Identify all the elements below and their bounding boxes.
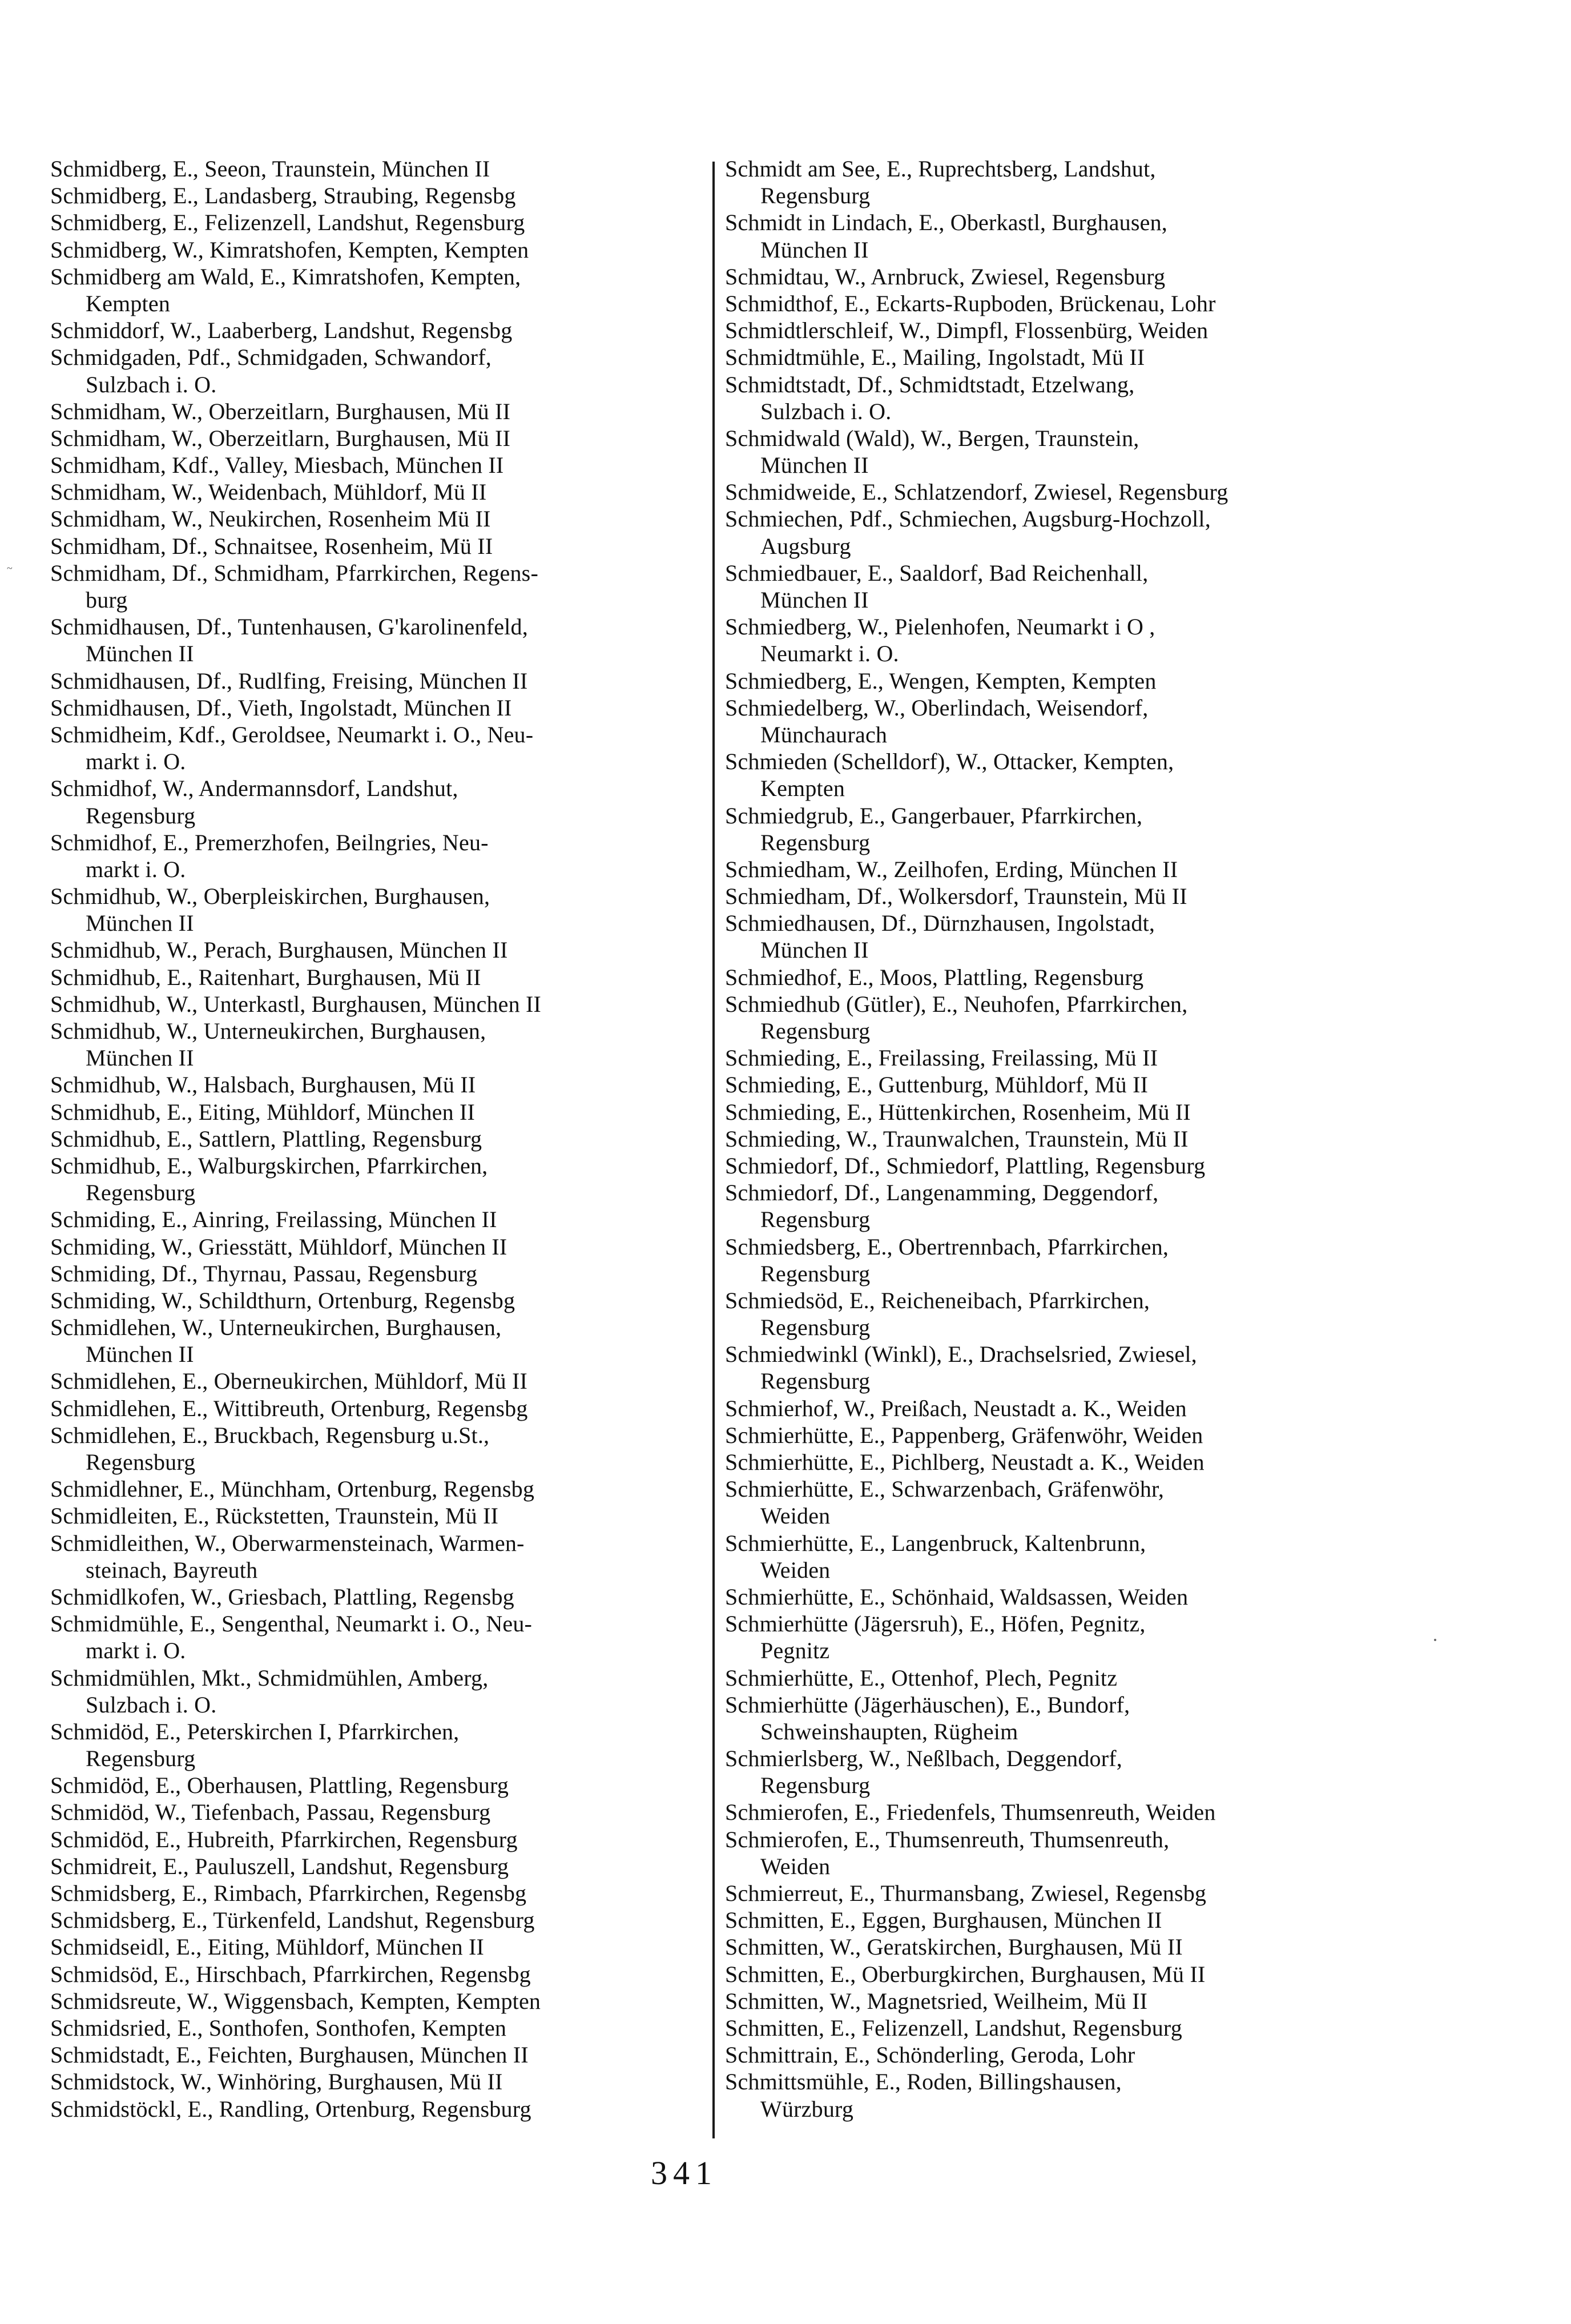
entry-continuation-line: München II: [86, 641, 194, 667]
entry-continuation-line: Sulzbach i. O.: [760, 398, 892, 424]
entry-line: Schmidöd, E., Peterskirchen I, Pfarrkirchen,: [50, 1718, 460, 1744]
left-column: [50, 155, 707, 2122]
entry-line: Schmittsmühle, E., Roden, Billingshausen,: [725, 2069, 1122, 2095]
entry-continuation-line: Regensburg: [86, 1746, 196, 1772]
place-entry: [50, 209, 707, 236]
place-entry: [50, 1395, 707, 1422]
entry-line: Schmidöd, E., Oberhausen, Plattling, Regensburg: [50, 1772, 509, 1799]
place-entry: [50, 2041, 707, 2068]
entry-line: Schmidthof, E., Eckarts-Rupboden, Brückenau, Lohr: [725, 290, 1216, 316]
entry-line: Schmitten, E., Eggen, Burghausen, München II: [725, 1907, 1162, 1933]
place-entry: [725, 668, 1444, 694]
place-entry: [50, 182, 707, 209]
place-entry: [725, 2041, 1444, 2068]
entry-continuation-line: Weiden: [760, 1853, 831, 1879]
entry-line: Schmidhub, E., Raitenhart, Burghausen, Mü II: [50, 964, 481, 990]
place-entry: [50, 1152, 707, 1206]
entry-continuation-line: Regensburg: [760, 1207, 871, 1233]
place-entry: [50, 1933, 707, 1960]
entry-line: Schmierhütte, E., Pappenberg, Gräfenwöhr, Weiden: [725, 1422, 1203, 1448]
place-entry: [50, 1880, 707, 1907]
entry-continuation-line: burg: [86, 587, 128, 613]
place-entry: [725, 1179, 1444, 1233]
entry-line: Schmidmühlen, Mkt., Schmidmühlen, Amberg,: [50, 1664, 489, 1691]
place-entry: [725, 991, 1444, 1044]
entry-line: Schmidgaden, Pdf., Schmidgaden, Schwandorf,: [50, 344, 492, 371]
entry-line: Schmidham, W., Neukirchen, Rosenheim Mü II: [50, 506, 491, 532]
place-entry: [725, 1071, 1444, 1098]
entry-line: Schmidstock, W., Winhöring, Burghausen, Mü II: [50, 2069, 503, 2095]
entry-line: Schmierhütte, E., Schönhaid, Waldsassen, Weiden: [725, 1583, 1189, 1610]
entry-line: Schmitten, E., Oberburgkirchen, Burghausen, Mü II: [725, 1961, 1206, 1987]
entry-line: Schmidweide, E., Schlatzendorf, Zwiesel, Regensburg: [725, 479, 1228, 505]
entry-line: Schmidlehen, E., Wittibreuth, Ortenburg, Regensbg: [50, 1395, 528, 1421]
entry-line: Schmiedberg, W., Pielenhofen, Neumarkt i O ,: [725, 614, 1155, 640]
place-entry: [725, 1422, 1444, 1449]
entry-line: Schmidham, Df., Schnaitsee, Rosenheim, Mü II: [50, 533, 493, 559]
place-entry: [50, 991, 707, 1018]
entry-line: Schmieding, E., Freilassing, Freilassing, Mü II: [725, 1045, 1158, 1071]
place-entry: [725, 748, 1444, 802]
entry-continuation-line: steinach, Bayreuth: [86, 1557, 258, 1583]
print-speck: [1434, 1639, 1436, 1641]
entry-line: Schmidtlerschleif, W., Dimpfl, Flossenbürg, Weiden: [725, 317, 1209, 344]
place-entry: [725, 155, 1444, 209]
entry-continuation-line: Würzburg: [760, 2096, 854, 2122]
place-entry: [725, 883, 1444, 910]
entry-continuation-line: München II: [86, 1045, 194, 1071]
place-entry: [50, 964, 707, 991]
place-entry: [725, 1880, 1444, 1907]
entry-continuation-line: München II: [760, 937, 869, 963]
place-entry: [725, 694, 1444, 748]
entry-line: Schmiddorf, W., Laaberberg, Landshut, Regensbg: [50, 317, 513, 344]
entry-continuation-line: München II: [760, 587, 869, 613]
place-entry: [50, 829, 707, 883]
place-entry: [50, 1260, 707, 1287]
place-entry: [50, 425, 707, 452]
place-entry: [50, 2015, 707, 2041]
place-entry: [50, 694, 707, 721]
entry-continuation-line: Kempten: [760, 775, 845, 802]
place-entry: [50, 1799, 707, 1826]
place-entry: [725, 1826, 1444, 1880]
entry-line: Schmidlehen, E., Oberneukirchen, Mühldorf, Mü II: [50, 1368, 528, 1394]
place-entry: [50, 936, 707, 963]
entry-continuation-line: München II: [86, 1341, 194, 1368]
entry-continuation-line: Münchaurach: [760, 721, 888, 747]
entry-line: Schmidham, Kdf., Valley, Miesbach, München II: [50, 452, 504, 479]
place-entry: [725, 910, 1444, 963]
place-entry: [725, 1988, 1444, 2015]
entry-line: Schmidham, W., Oberzeitlarn, Burghausen, Mü II: [50, 398, 511, 424]
place-entry: [50, 721, 707, 775]
entry-continuation-line: Regensburg: [760, 829, 871, 855]
entry-line: Schmidreit, E., Pauluszell, Landshut, Regensburg: [50, 1853, 509, 1879]
place-entry: [725, 2068, 1444, 2122]
entry-line: Schmierlsberg, W., Neßlbach, Deggendorf,: [725, 1746, 1122, 1772]
entry-line: Schmidham, W., Weidenbach, Mühldorf, Mü II: [50, 479, 487, 505]
place-entry: [725, 344, 1444, 371]
place-entry: [50, 452, 707, 479]
entry-line: Schmidhub, W., Unterkastl, Burghausen, München II: [50, 991, 542, 1017]
entry-line: Schmidheim, Kdf., Geroldsee, Neumarkt i. O., Neu-: [50, 721, 534, 747]
entry-continuation-line: Regensburg: [86, 802, 196, 829]
place-entry: [50, 560, 707, 613]
entry-line: Schmierofen, E., Thumsenreuth, Thumsenreuth,: [725, 1826, 1170, 1852]
place-entry: [725, 1449, 1444, 1475]
place-entry: [725, 1933, 1444, 1960]
entry-line: Schmidsberg, E., Rimbach, Pfarrkirchen, Regensbg: [50, 1880, 527, 1906]
entry-continuation-line: Regensburg: [760, 183, 871, 209]
place-entry: [50, 1099, 707, 1125]
entry-line: Schmidleiten, E., Rückstetten, Traunstein, Mü II: [50, 1503, 499, 1529]
entry-continuation-line: Sulzbach i. O.: [86, 1691, 217, 1718]
entry-line: Schmidt am See, E., Ruprechtsberg, Landshut,: [725, 156, 1156, 182]
entry-line: Schmidhausen, Df., Tuntenhausen, G'karolinenfeld,: [50, 614, 528, 640]
entry-line: Schmiding, W., Schildthurn, Ortenburg, Regensbg: [50, 1287, 515, 1313]
place-entry: [50, 1988, 707, 2015]
entry-line: Schmidhausen, Df., Rudlfing, Freising, München II: [50, 668, 528, 694]
place-entry: [50, 2068, 707, 2095]
place-entry: [50, 1314, 707, 1368]
entry-line: Schmierofen, E., Friedenfels, Thumsenreuth, Weiden: [725, 1799, 1216, 1826]
entry-line: Schmidleithen, W., Oberwarmensteinach, Warmen-: [50, 1530, 525, 1556]
place-entry: [50, 1664, 707, 1718]
place-entry: [50, 155, 707, 182]
entry-line: Schmidhub, W., Oberpleiskirchen, Burghausen,: [50, 883, 490, 910]
entry-line: Schmidlehen, W., Unterneukirchen, Burghausen,: [50, 1314, 502, 1341]
place-entry: [50, 1907, 707, 1933]
margin-mark: ~: [7, 562, 13, 574]
place-entry: [50, 505, 707, 532]
place-entry: [50, 883, 707, 936]
entry-line: Schmiedsöd, E., Reicheneibach, Pfarrkirchen,: [725, 1287, 1150, 1313]
entry-line: Schmiedorf, Df., Langenamming, Deggendorf,: [725, 1180, 1159, 1206]
entry-line: Schmidberg am Wald, E., Kimratshofen, Kempten,: [50, 263, 521, 290]
entry-line: Schmieding, W., Traunwalchen, Traunstein, Mü II: [725, 1125, 1189, 1152]
place-entry: [725, 371, 1444, 425]
place-entry: [725, 290, 1444, 317]
entry-line: Schmidöd, E., Hubreith, Pfarrkirchen, Regensburg: [50, 1826, 518, 1852]
entry-continuation-line: Regensburg: [760, 1772, 871, 1799]
entry-line: Schmierreut, E., Thurmansbang, Zwiesel, Regensbg: [725, 1880, 1207, 1906]
place-entry: [50, 1718, 707, 1772]
entry-line: Schmitten, W., Geratskirchen, Burghausen, Mü II: [725, 1934, 1183, 1960]
place-entry: [50, 1475, 707, 1502]
entry-line: Schmidhub, E., Sattlern, Plattling, Regensburg: [50, 1125, 482, 1152]
entry-line: Schmiedorf, Df., Schmiedorf, Plattling, Regensburg: [725, 1152, 1206, 1179]
entry-continuation-line: München II: [760, 452, 869, 479]
place-entry: [50, 1772, 707, 1799]
place-entry: [725, 856, 1444, 883]
entry-line: Schmitten, E., Felizenzell, Landshut, Regensburg: [725, 2015, 1182, 2041]
entry-line: Schmidöd, W., Tiefenbach, Passau, Regensburg: [50, 1799, 491, 1826]
entry-continuation-line: München II: [760, 236, 869, 263]
entry-continuation-line: Regensburg: [86, 1180, 196, 1206]
entry-line: Schmidhof, W., Andermannsdorf, Landshut,: [50, 775, 458, 802]
entry-line: Schmiding, W., Griesstätt, Mühldorf, München II: [50, 1233, 507, 1260]
entry-continuation-line: Regensburg: [760, 1314, 871, 1341]
entry-continuation-line: markt i. O.: [86, 856, 186, 882]
entry-line: Schmiechen, Pdf., Schmiechen, Augsburg-Hochzoll,: [725, 506, 1211, 532]
entry-line: Schmiedhausen, Df., Dürnzhausen, Ingolstadt,: [725, 910, 1155, 936]
place-entry: [50, 1018, 707, 1071]
page-number: 341: [651, 2154, 718, 2192]
place-entry: [50, 479, 707, 505]
entry-line: Schmidberg, E., Landasberg, Straubing, Regensbg: [50, 183, 516, 209]
place-entry: [50, 1125, 707, 1152]
entry-line: Schmiedhub (Gütler), E., Neuhofen, Pfarrkirchen,: [725, 991, 1188, 1017]
entry-line: Schmieding, E., Guttenburg, Mühldorf, Mü II: [725, 1072, 1149, 1098]
place-entry: [50, 2096, 707, 2122]
place-entry: [725, 1961, 1444, 1988]
right-column: [725, 155, 1444, 2122]
place-entry: [725, 1341, 1444, 1394]
place-entry: [50, 263, 707, 317]
place-entry: [725, 479, 1444, 505]
place-entry: [50, 317, 707, 344]
entry-continuation-line: Regensburg: [86, 1449, 196, 1475]
place-entry: [50, 1583, 707, 1610]
place-entry: [725, 1664, 1444, 1691]
place-entry: [725, 425, 1444, 479]
entry-line: Schmidstadt, E., Feichten, Burghausen, München II: [50, 2042, 529, 2068]
place-entry: [725, 505, 1444, 559]
place-entry: [50, 1206, 707, 1233]
place-entry: [725, 802, 1444, 856]
place-entry: [725, 1907, 1444, 1933]
place-entry: [50, 1502, 707, 1529]
place-entry: [50, 1530, 707, 1583]
entry-line: Schmierhütte (Jägerhäuschen), E., Bundorf,: [725, 1691, 1130, 1718]
entry-line: Schmidlehner, E., Münchham, Ortenburg, Regensbg: [50, 1476, 535, 1502]
entry-line: Schmidlehen, E., Bruckbach, Regensburg u.St.,: [50, 1422, 490, 1448]
entry-line: Schmidhof, E., Premerzhofen, Beilngries, Neu-: [50, 829, 489, 855]
entry-line: Schmierhütte, E., Langenbruck, Kaltenbrunn,: [725, 1530, 1146, 1556]
entry-continuation-line: markt i. O.: [86, 1638, 186, 1664]
entry-line: Schmidberg, W., Kimratshofen, Kempten, Kempten: [50, 236, 529, 263]
entry-line: Schmidhub, W., Unterneukirchen, Burghausen,: [50, 1018, 486, 1044]
entry-line: Schmiedgrub, E., Gangerbauer, Pfarrkirchen,: [725, 802, 1143, 829]
entry-continuation-line: Regensburg: [760, 1018, 871, 1044]
entry-continuation-line: Weiden: [760, 1503, 831, 1529]
entry-line: Schmidsberg, E., Türkenfeld, Landshut, Regensburg: [50, 1907, 535, 1933]
entry-line: Schmierhütte, E., Ottenhof, Plech, Pegnitz: [725, 1664, 1118, 1691]
place-entry: [50, 1368, 707, 1394]
entry-line: Schmittrain, E., Schönderling, Geroda, Lohr: [725, 2042, 1135, 2068]
entry-line: Schmiedbauer, E., Saaldorf, Bad Reichenhall,: [725, 560, 1149, 586]
entry-line: Schmidtmühle, E., Mailing, Ingolstadt, Mü II: [725, 344, 1145, 371]
place-entry: [725, 263, 1444, 290]
place-entry: [725, 1691, 1444, 1745]
entry-line: Schmidsried, E., Sonthofen, Sonthofen, Kempten: [50, 2015, 507, 2041]
entry-continuation-line: Pegnitz: [760, 1638, 830, 1664]
place-entry: [725, 1610, 1444, 1664]
entry-line: Schmiedham, W., Zeilhofen, Erding, München II: [725, 856, 1178, 882]
place-entry: [725, 964, 1444, 991]
entry-line: Schmidham, W., Oberzeitlarn, Burghausen, Mü II: [50, 425, 511, 451]
entry-line: Schmidsöd, E., Hirschbach, Pfarrkirchen, Regensbg: [50, 1961, 531, 1987]
entry-line: Schmidt in Lindach, E., Oberkastl, Burghausen,: [725, 210, 1168, 236]
entry-line: Schmidmühle, E., Sengenthal, Neumarkt i. O., Neu-: [50, 1611, 533, 1637]
entry-line: Schmidhub, W., Halsbach, Burghausen, Mü II: [50, 1072, 476, 1098]
place-entry: [725, 1530, 1444, 1583]
place-entry: [725, 1233, 1444, 1287]
entry-line: Schmierhütte (Jägersruh), E., Höfen, Pegnitz,: [725, 1611, 1146, 1637]
entry-line: Schmidhub, E., Walburgskirchen, Pfarrkirchen,: [50, 1152, 488, 1179]
place-entry: [725, 1287, 1444, 1341]
entry-line: Schmidsreute, W., Wiggensbach, Kempten, Kempten: [50, 1988, 541, 2014]
place-entry: [725, 1044, 1444, 1071]
place-entry: [725, 1395, 1444, 1422]
entry-line: Schmiding, Df., Thyrnau, Passau, Regensburg: [50, 1260, 478, 1286]
place-entry: [50, 1853, 707, 1880]
entry-line: Schmidtau, W., Arnbruck, Zwiesel, Regensburg: [725, 263, 1166, 290]
place-entry: [50, 533, 707, 560]
place-entry: [725, 613, 1444, 667]
entry-line: Schmidlkofen, W., Griesbach, Plattling, Regensbg: [50, 1583, 514, 1610]
place-entry: [725, 1152, 1444, 1179]
place-entry: [725, 317, 1444, 344]
place-entry: [50, 668, 707, 694]
place-entry: [50, 344, 707, 397]
place-entry: [50, 613, 707, 667]
entry-line: Schmidhub, E., Eiting, Mühldorf, München II: [50, 1099, 476, 1125]
place-entry: [725, 1099, 1444, 1125]
entry-continuation-line: Schweinshaupten, Rügheim: [760, 1718, 1018, 1744]
place-entry: [50, 1233, 707, 1260]
entry-line: Schmidwald (Wald), W., Bergen, Traunstein,: [725, 425, 1139, 451]
entry-line: Schmierhütte, E., Pichlberg, Neustadt a. K., Weiden: [725, 1449, 1205, 1475]
entry-line: Schmieden (Schelldorf), W., Ottacker, Kempten,: [725, 749, 1174, 775]
place-entry: [725, 1583, 1444, 1610]
entry-line: Schmidhub, W., Perach, Burghausen, München II: [50, 937, 508, 963]
entry-line: Schmiedwinkl (Winkl), E., Drachselsried, Zwiesel,: [725, 1341, 1197, 1368]
entry-line: Schmidseidl, E., Eiting, Mühldorf, München II: [50, 1934, 485, 1960]
entry-line: Schmidham, Df., Schmidham, Pfarrkirchen, Regens-: [50, 560, 538, 586]
place-entry: [50, 398, 707, 425]
place-entry: [50, 1826, 707, 1853]
place-entry: [50, 1961, 707, 1988]
entry-line: Schmidhausen, Df., Vieth, Ingolstadt, München II: [50, 694, 512, 721]
entry-line: Schmitten, W., Magnetsried, Weilheim, Mü II: [725, 1988, 1148, 2014]
entry-line: Schmierhütte, E., Schwarzenbach, Gräfenwöhr,: [725, 1476, 1165, 1502]
place-entry: [50, 1287, 707, 1314]
place-entry: [50, 775, 707, 829]
entry-continuation-line: Regensburg: [760, 1260, 871, 1286]
place-entry: [50, 1610, 707, 1664]
place-entry: [725, 209, 1444, 263]
place-entry: [725, 1125, 1444, 1152]
entry-line: Schmierhof, W., Preißach, Neustadt a. K., Weiden: [725, 1395, 1187, 1421]
entry-line: Schmiedhof, E., Moos, Plattling, Regensburg: [725, 964, 1144, 990]
entry-line: Schmiedberg, E., Wengen, Kempten, Kempten: [725, 668, 1157, 694]
entry-continuation-line: markt i. O.: [86, 749, 186, 775]
entry-continuation-line: Neumarkt i. O.: [760, 641, 899, 667]
entry-line: Schmidberg, E., Felizenzell, Landshut, Regensburg: [50, 210, 525, 236]
entry-line: Schmidstöckl, E., Randling, Ortenburg, Regensburg: [50, 2096, 531, 2122]
entry-continuation-line: Augsburg: [760, 533, 851, 559]
place-entry: [50, 1422, 707, 1475]
place-entry: [725, 1745, 1444, 1799]
entry-continuation-line: Sulzbach i. O.: [86, 371, 217, 397]
entry-line: Schmiedelberg, W., Oberlindach, Weisendorf,: [725, 694, 1149, 721]
entry-line: Schmiedham, Df., Wolkersdorf, Traunstein, Mü II: [725, 883, 1187, 910]
place-entry: [50, 236, 707, 263]
entry-continuation-line: Regensburg: [760, 1368, 871, 1394]
entry-continuation-line: Kempten: [86, 290, 171, 316]
entry-line: Schmidberg, E., Seeon, Traunstein, München II: [50, 156, 490, 182]
entry-line: Schmieding, E., Hüttenkirchen, Rosenheim, Mü II: [725, 1099, 1191, 1125]
place-entry: [50, 1071, 707, 1098]
column-divider: [712, 162, 715, 2138]
place-entry: [725, 1799, 1444, 1826]
place-entry: [725, 2015, 1444, 2041]
entry-continuation-line: München II: [86, 910, 194, 936]
entry-continuation-line: Weiden: [760, 1557, 831, 1583]
entry-line: Schmiding, E., Ainring, Freilassing, München II: [50, 1207, 497, 1233]
place-entry: [725, 1475, 1444, 1529]
entry-line: Schmiedsberg, E., Obertrennbach, Pfarrkirchen,: [725, 1233, 1169, 1260]
entry-line: Schmidtstadt, Df., Schmidtstadt, Etzelwang,: [725, 371, 1135, 397]
place-entry: [725, 560, 1444, 613]
